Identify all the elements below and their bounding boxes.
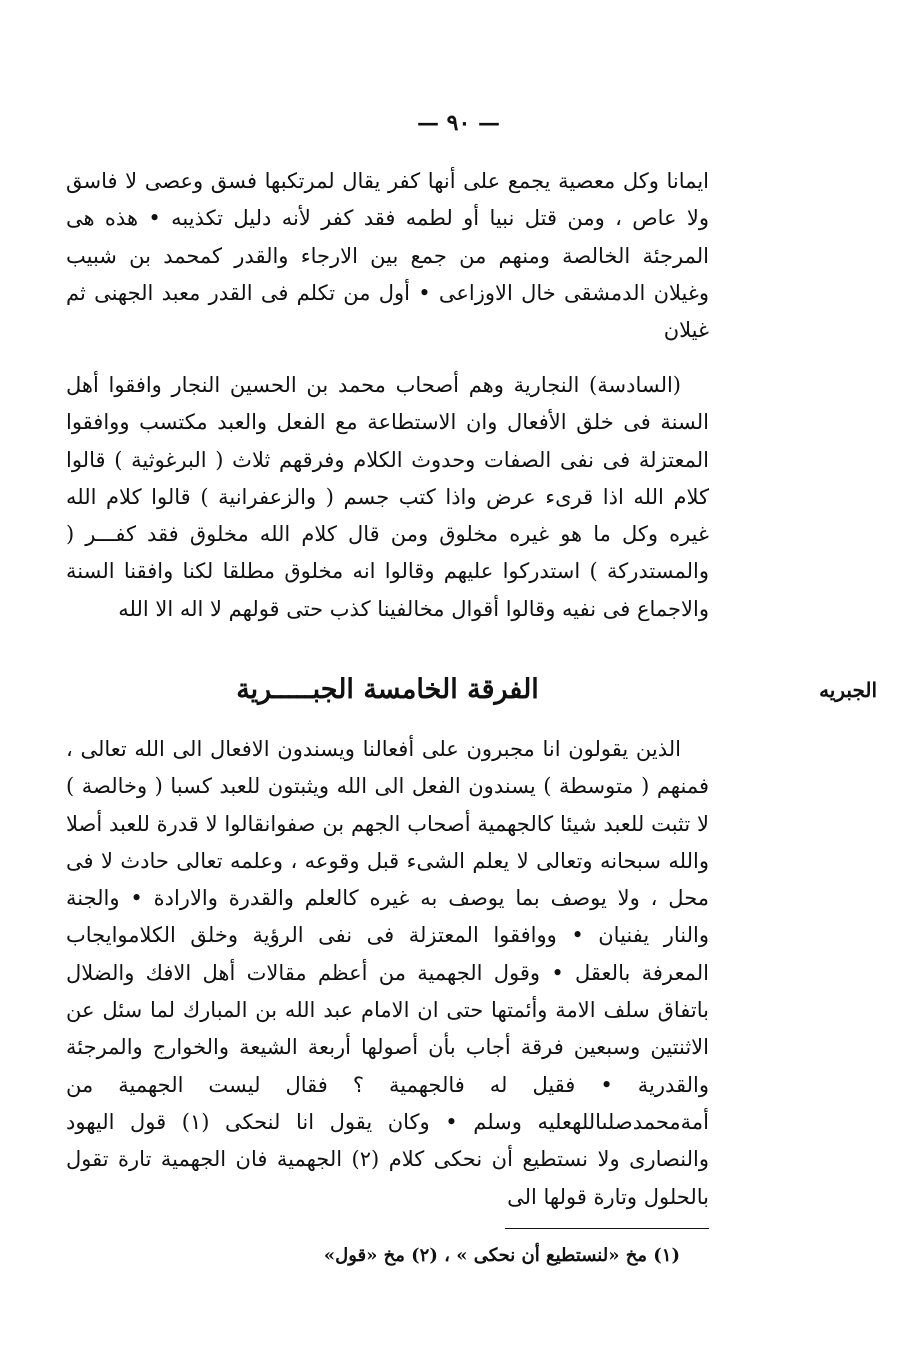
section-heading: الفرقة الخامسة الجبـــــرية bbox=[236, 674, 539, 705]
paragraph-jabriyya bbox=[66, 731, 709, 1216]
paragraph-continuation bbox=[66, 163, 709, 349]
paragraph-text: (السادسة) النجارية وهم أصحاب محمد بن الحسين النجار وافقوا أهل السنة فى خلق الأفعال وان الاستطاعة مع الفعل والعبد مكتسب ووافقوا المعتزلة فى نفى الصفات وحدوث الكلام وفرقهم ثلاث ( البرغوثية ) قالوا كلام الله اذا قرىء عرض واذا كتب جسم ( والزعفرانية ) قالوا كلام الله غيره وكل ما هو غيره مخلوق ومن قال كلام الله مخلوق فقد كفـــر ( والمستدركة ) استدركوا عليهم وقالوا انه مخلوق مطلقا لكنا وافقنا السنة والاجماع فى نفيه وقالوا أقوال مخالفينا كذب حتى قولهم لا اله الا الله bbox=[66, 373, 709, 621]
margin-note: الجبريه bbox=[819, 678, 877, 702]
paragraph-text: ايمانا وكل معصية يجمع على أنها كفر يقال لمرتكبها فسق وعصى لا فاسق ولا عاص ، ومن قتل نبيا أو لطمه فقد كفر لأنه دليل تكذيبه • هذه هى المرجئة الخالصة ومنهم من جمع بين الارجاء والقدر كمحمد بن شبيب وغيلان الدمشقى خال الاوزاعى • أول من تكلم فى القدر معبد الجهنى ثم غيلان bbox=[66, 169, 709, 343]
footnote: (١) مخ «لنستطيع أن نحكى » ، (٢) مخ «قول» bbox=[323, 1245, 680, 1266]
paragraph-sixth-sect bbox=[66, 367, 709, 628]
footnote-divider bbox=[505, 1228, 709, 1229]
paragraph-text: الذين يقولون انا مجبرون على أفعالنا ويسندون الافعال الى الله تعالى ، فمنهم ( متوسطة ) يسندون الفعل الى الله ويثبتون للعبد كسبا ( وخالصة ) لا تثبت للعبد شيئا كالجهمية أصحاب الجهم بن صفوانقالوا لا قدرة للعبد أصلا والله سبحانه وتعالى لا يعلم الشىء قبل وقوعه ، وعلمه تعالى حادث لا فى محل ، ولا يوصف بما يوصف به غيره كالعلم والقدرة والارادة • والجنة والنار يفنيان • ووافقوا المعتزلة فى نفى الرؤية وخلق الكلاموايجاب المعرفة بالعقل • وقول الجهمية من أعظم مقالات أهل الافك والضلال باتفاق سلف الامة وأئمتها حتى ان الامام عبد الله بن المبارك لما سئل عن الاثنتين وسبعين فرقة أجاب بأن أصولها أربعة الشيعة والخوارج والمرجئة والقدرية • فقيل له فالجهمية ؟ فقال ليست الجهمية من أمةمحمدصلىاللهعليه وسلم • وكان يقول انا لنحكى (١) قول اليهود والنصارى ولا نستطيع أن نحكى كلام (٢) الجهمية فان الجهمية تارة تقول بالحلول وتارة قولها الى bbox=[66, 737, 710, 1209]
page-number: — ٩٠ — bbox=[417, 110, 500, 136]
